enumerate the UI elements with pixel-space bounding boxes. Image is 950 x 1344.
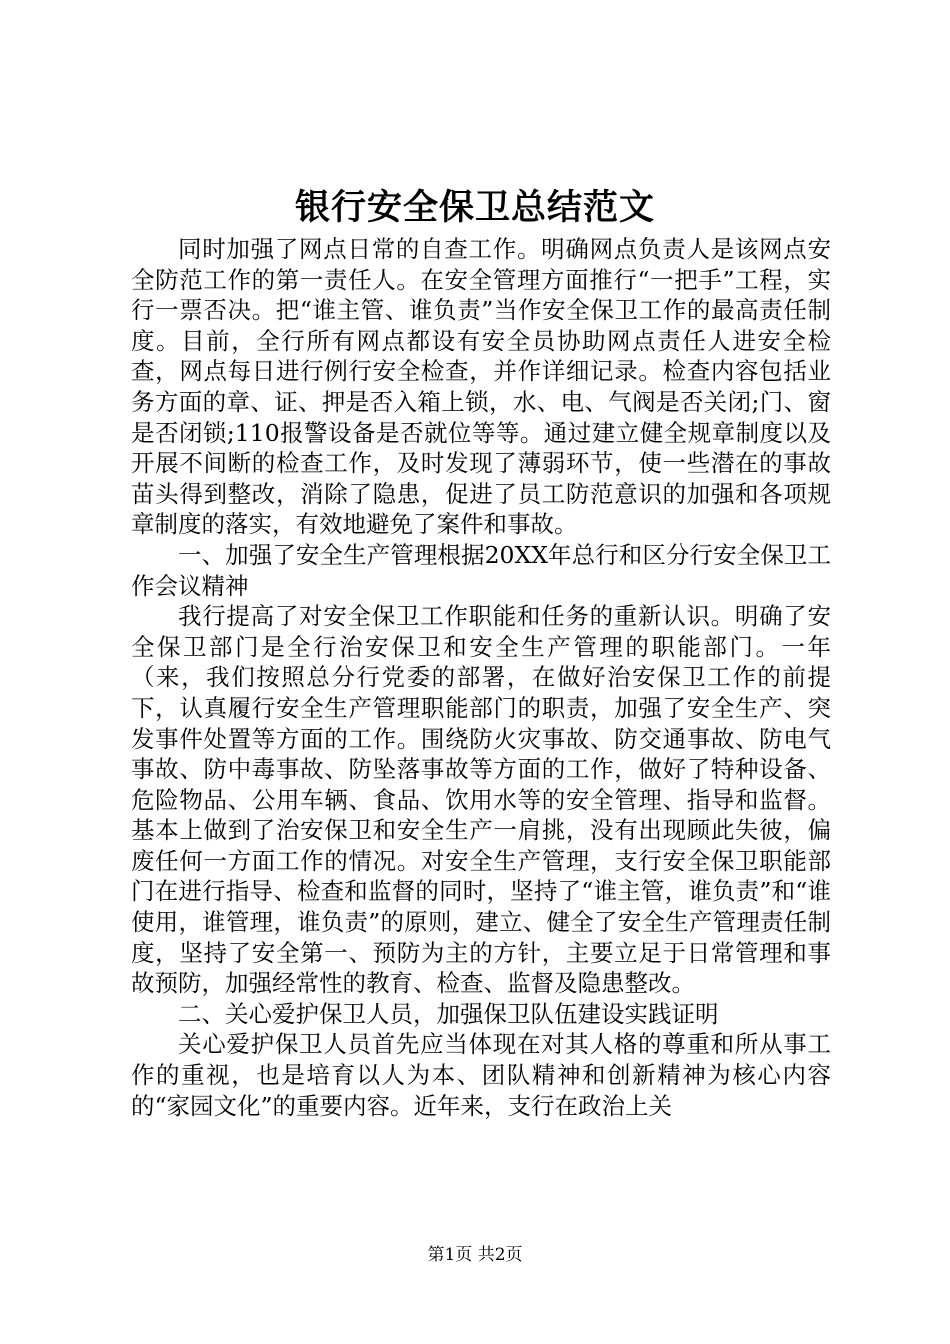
section-heading: 一、加强了安全生产管理根据20XX年总行和区分行安全保卫工作会议精神 xyxy=(131,540,831,600)
paragraph: 我行提高了对安全保卫工作职能和任务的重新认识。明确了安全保卫部门是全行治安保卫和安全生产管理的职能部门。一年（来，我们按照总分行党委的部署，在做好治安保卫工作的前提下，认真履行安全生产管理职能部门的职责，加强了安全生产、突发事件处置等方面的工作。围绕防火灾事故、防交通事故、防电气事故、防中毒事故、防坠落事故等方面的工作，做好了特种设备、危险物品、公用车辆、食品、饮用水等的安全管理、指导和监督。基本上做到了治安保卫和安全生产一肩挑，没有出现顾此失彼，偏废任何一方面工作的情况。对安全生产管理，支行安全保卫职能部门在进行指导、检查和监督的同时，坚持了“谁主管，谁负责”和“谁使用，谁管理，谁负责”的原则，建立、健全了安全生产管理责任制度，坚持了安全第一、预防为主的方针，主要立足于日常管理和事故预防，加强经常性的教育、检查、监督及隐患整改。 xyxy=(131,602,831,998)
document-body xyxy=(131,234,831,1121)
paragraph: 关心爱护保卫人员首先应当体现在对其人格的尊重和所从事工作的重视，也是培育以人为本、团队精神和创新精神为核心内容的“家园文化”的重要内容。近年来，支行在政治上关 xyxy=(131,1030,831,1120)
paragraph: 同时加强了网点日常的自查工作。明确网点负责人是该网点安全防范工作的第一责任人。在安全管理方面推行“一把手”工程，实行一票否决。把“谁主管、谁负责”当作安全保卫工作的最高责任制度。目前，全行所有网点都设有安全员协助网点责任人进安全检查，网点每日进行例行安全检查，并作详细记录。检查内容包括业务方面的章、证、押是否入箱上锁，水、电、气阀是否关闭;门、窗是否闭锁;110报警设备是否就位等等。通过建立健全规章制度以及开展不间断的检查工作，及时发现了薄弱环节，使一些潜在的事故苗头得到整改，消除了隐患，促进了员工防范意识的加强和各项规章制度的落实，有效地避免了案件和事故。 xyxy=(131,235,831,539)
page-number-footer: 第1页 共2页 xyxy=(427,1245,523,1265)
section-heading: 二、关心爱护保卫人员，加强保卫队伍建设实践证明 xyxy=(178,999,719,1028)
document-title: 银行安全保卫总结范文 xyxy=(294,187,655,228)
